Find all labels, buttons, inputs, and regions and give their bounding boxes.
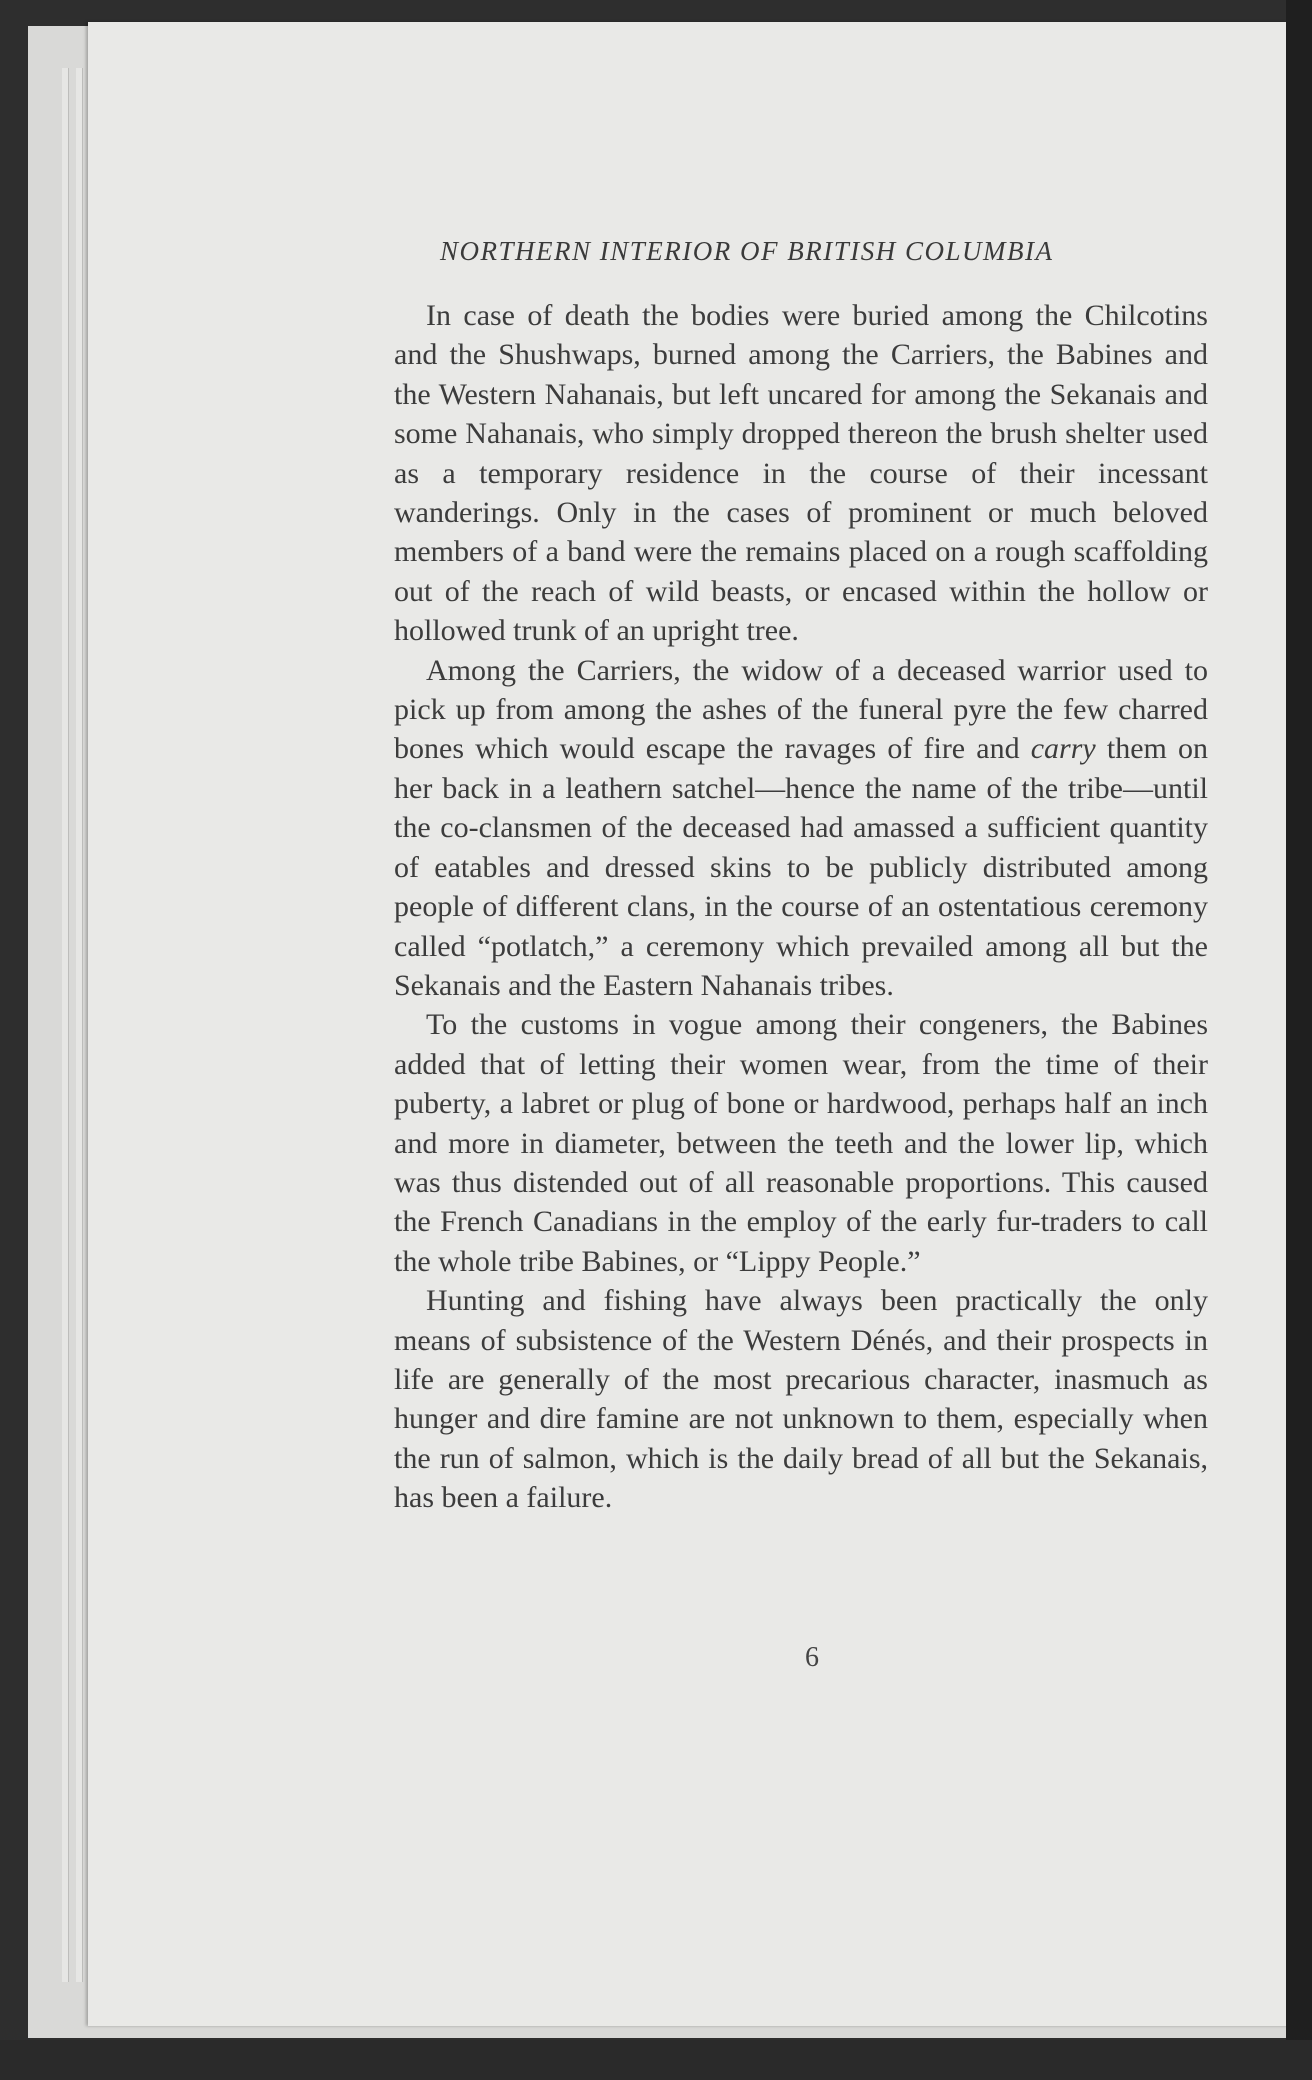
scan-shadow-bottom	[0, 2040, 1312, 2080]
running-head: NORTHERN INTERIOR OF BRITISH COLUMBIA	[440, 236, 1054, 266]
emphasized-word: carry	[1030, 732, 1096, 766]
page-number: 6	[805, 1642, 819, 1673]
paragraph-text: them on her back in a leathern satchel—hence the name of the tribe—until the co-clansmen of the deceased had amassed a sufficient quantity of eatables and dressed skins to be publicly distributed among people of different clans, in the course of an ostentatious ceremony called “potlatch,” a ceremony which prevailed among all but the Sekanais and the Eastern Nahanais tribes.	[394, 732, 1208, 1002]
scan-shadow-right	[1286, 0, 1312, 2080]
page-edge	[76, 68, 83, 1982]
page-edge	[62, 68, 69, 1982]
paragraph-burial-customs: In case of death the bodies were buried among the Chilcotins and the Shushwaps, burned among the Carriers, the Babines and the Western Nahanais, but left uncared for among the Sekanais and some Nahanais, who simply dropped thereon the brush shelter used as a temporary residence in the course of their incessant wanderings. Only in the cases of prominent or much beloved members of a band were the remains placed on a rough scaffolding out of the reach of wild beasts, or encased within the hollow or hollowed trunk of an upright tree.	[394, 299, 1208, 648]
body-text	[394, 296, 1208, 1518]
paragraph-subsistence: Hunting and fishing have always been practically the only means of subsistence of the Western Dénés, and their prospects in life are generally of the most precarious character, inasmuch as hunger and dire famine are not unknown to them, especially when the run of salmon, which is the daily bread of all but the Sekanais, has been a failure.	[394, 1284, 1208, 1515]
paragraph-text: Among the Carriers, the widow of a deceased warrior used to pick up from among the ashes of the funeral pyre the few charred bones which would escape the ravages of fire and	[394, 653, 1208, 766]
paragraph-carrier-widow	[394, 651, 1208, 1006]
paragraph-babine-labret: To the customs in vogue among their congeners, the Babines added that of letting their women wear, from the time of their puberty, a labret or plug of bone or hardwood, perhaps half an inch and more in diameter, between the teeth and the lower lip, which was thus distended out of all reasonable proportions. This caused the French Canadians in the employ of the early fur-traders to call the whole tribe Babines, or “Lippy People.”	[394, 1008, 1208, 1278]
